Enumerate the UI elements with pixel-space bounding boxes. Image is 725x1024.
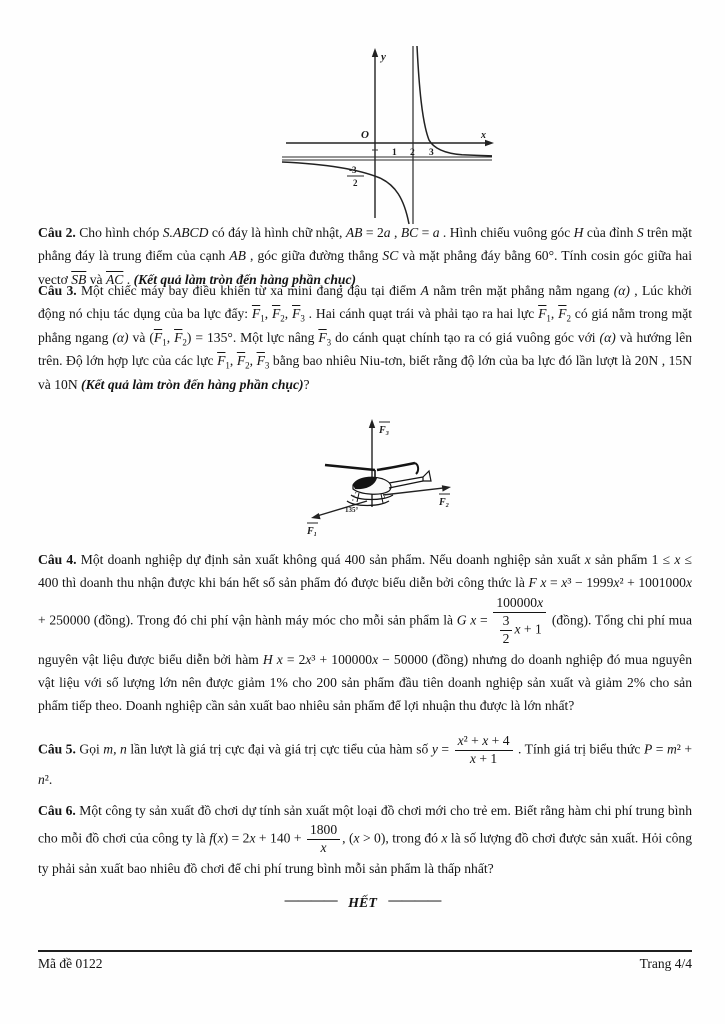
origin-label: O (361, 129, 369, 141)
end-marker (0, 893, 725, 912)
end-label: HẾT (348, 896, 377, 911)
question-5: Câu 5. Gọi m, n lần lượt là giá trị cực đại và giá trị cực tiểu của hàm số y = $\frac{\text{x² + x + 4}}{x + 1}$ . Tính giá trị biểu thức P = m² + n². (38, 733, 693, 787)
end-dash-right: ———— (388, 893, 441, 908)
f3-label: F₃ (379, 425, 390, 436)
x-axis-label: x (481, 130, 486, 141)
x-tick-1: 1 (392, 148, 397, 158)
f2-arrowhead (442, 485, 451, 491)
helicopter-sketch (325, 463, 431, 506)
function-graph-figure (282, 46, 502, 231)
y-axis-arrow (372, 48, 378, 57)
helicopter-figure (295, 415, 495, 545)
f2-vector (383, 488, 445, 495)
y-axis-label: y (381, 51, 386, 63)
asymptote-value-denominator: 2 (353, 178, 358, 188)
f1-vector (317, 501, 367, 516)
exam-code: Mã đề 0122 (38, 956, 103, 971)
end-dash-left: ———— (284, 893, 337, 908)
angle-label: 135° (345, 506, 359, 514)
curve-left-branch (282, 162, 409, 224)
question-2: Câu 2. Cho hình chóp S.ABCD có đáy là hình chữ nhật, AB = 2a , BC = a . Hình chiếu vuông góc H của đỉnh S trên mặt phẳng đáy là trung điểm của cạnh AB , góc giữa đường thẳng SC và mặt phẳng đáy bằng 60°. Tính cosin góc giữa hai vectơ $\overline{SB}$ và $\overline{AC}$ . (Kết quả làm tròn đến hàng phần chục) (38, 225, 692, 287)
question-3: Câu 3. Một chiếc máy bay điều khiển từ xa mini đang đậu tại điểm A nằm trên mặt phẳng nằm ngang (α) , Lúc khởi động nó chịu tác dụng của ba lực đẩy: $\overline{F}_1$, $\overline{F}_2$, $\overline{F}_3$ . Hai cánh quạt trái và phải tạo ra hai lực $\overline{F}_1$, $\overline{F}_2$ có giá nằm trong mặt phẳng ngang (α) và ($\overline{F}_1$, $\overline{F}_2) = 135^\circ$. Một lực nâng $\overline{F}_3$ do cánh quạt chính tạo ra có giá vuông góc với (α) và hướng lên trên. Độ lớn hợp lực của các lực $\overline{F}_1$, $\overline{F}_2$, $\overline{F}_3$ bằng bao nhiêu Niu-tơn, biết rằng độ lớn của ba lực đó lần lượt là 20N , 15N và 10N (Kết quả làm tròn đến hàng phần chục)? (38, 283, 693, 392)
page-number: Trang 4/4 (639, 956, 692, 971)
f2-label: F₂ (439, 497, 450, 508)
f1-arrowhead (311, 513, 321, 519)
x-tick-2: 2 (410, 148, 415, 158)
question-4: Câu 4. Một doanh nghiệp dự định sản xuất không quá 400 sản phẩm. Nếu doanh nghiệp sản xuất x sản phẩm 1 ≤ x ≤ 400 thì doanh thu nhận được khi bán hết số sản phẩm đó được biểu diễn bởi công thức là F x = x³ − 1999x² + 1001000x + 250000 (đồng). Trong đó chi phí vận hành máy móc cho mỗi sản phẩm là G x = 100000x $\frac{3}{2}$ x + 1 (đồng). Tổng chi phí mua nguyên vật liệu được biểu diễn bởi hàm H x = 2x³ + 100000x − 50000 (đồng) nhưng do doanh nghiệp đó mua nguyên vật liệu với số lượng lớn nên được giảm 1% cho 200 sản phẩm đầu tiên doanh nghiệp sản xuất và giảm 2% cho sản phẩm tiếp theo. Doanh nghiệp cần sản xuất bao nhiêu sản phẩm để lợi nhuận thu được là lớn nhất? (38, 552, 693, 714)
question-6: Câu 6. Một công ty sản xuất đồ chơi dự tính sản xuất một loại đồ chơi mới cho trẻ em. Biết rằng hàm chi phí trung bình cho mỗi đồ chơi của công ty là f(x) = 2x + 140 + $\frac{1800}{x}$ , (x > 0), trong đó x là số lượng đồ chơi được sản xuất. Hỏi công ty phải sản xuất bao nhiêu đồ chơi để chi phí trung bình mỗi sản phẩm là thấp nhất? (38, 803, 692, 877)
function-graph (282, 46, 502, 226)
footer (38, 950, 692, 972)
x-tick-3: 3 (429, 148, 434, 158)
helicopter-forces-diagram (295, 415, 495, 540)
asymptote-value-numerator: -3 (349, 165, 357, 175)
f3-arrowhead (369, 419, 375, 428)
f1-label: F₁ (307, 526, 318, 537)
x-axis-arrow (485, 140, 494, 146)
